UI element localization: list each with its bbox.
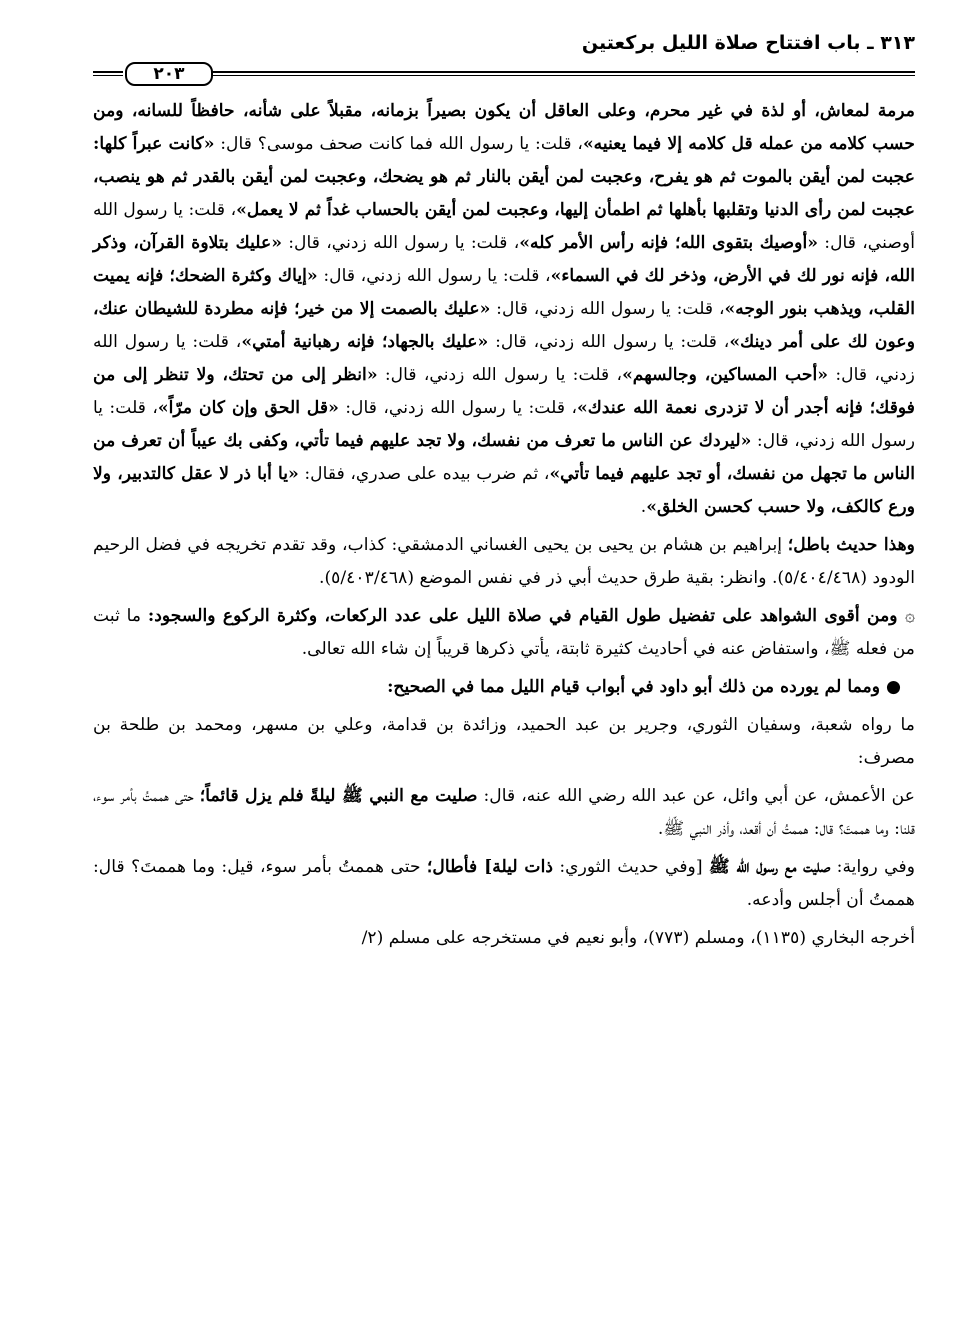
paragraph-shawahid (93, 600, 915, 666)
page-number: ٢٠٣ (125, 62, 213, 86)
paragraph-isnad (93, 780, 915, 846)
grading-lead: وهذا حديث باطل؛ (787, 535, 915, 555)
narration-text: ، قلت: يا رسول الله أوصني، قال: (93, 200, 915, 253)
hadith-text: «عليك بالجهاد؛ فإنه رهبانية أمتي» (241, 332, 489, 352)
header-rule-right (211, 71, 915, 76)
narration-text: ، قلت: يا رسول الله فما كانت صحف موسى؟ قال: (214, 134, 583, 154)
paragraph-hadith (93, 95, 915, 524)
shawahid-text: ما ثبت من فعله ﷺ، واستفاض عنه في أحاديث كثيرة ثابتة، يأتي ذكرها قريباً إن شاء الله تعالى. (93, 606, 915, 659)
shawahid-lead: ومن أقوى الشواهد على تفضيل طول القيام في صلاة الليل على عدد الركعات، وكثرة الركوع والسجود: (147, 606, 905, 626)
paragraph-narrators: ما رواه شعبة، وسفيان الثوري، وجرير بن عبد الحميد، وزائدة بن قدامة، وعلي بن مسهر، ومحمد بن طلحة بن مصرف: (93, 715, 915, 768)
narration-text: وفي رواية: (830, 857, 916, 877)
page-header (93, 28, 915, 88)
narration-text: . (640, 497, 647, 517)
header-rule (93, 62, 915, 84)
header-rule-left (93, 71, 123, 76)
hadith-text: صليت مع رسول الله ﷺ (708, 857, 831, 877)
hadith-text: «عليك بتلاوة القرآن، وذكر الله، فإنه نور لك في الأرض، وذخر لك في السماء» (93, 233, 915, 286)
hadith-text: «قل الحق وإن كان مرّاً» (157, 398, 339, 418)
hadith-text: «أحب المساكين، وجالسهم» (622, 365, 829, 385)
hadith-text: «كانت عبراً كلها: عجبت لمن أيقن بالموت ثم هو يفرح، وعجبت لمن أيقن بالنار ثم هو يضحك، وعجبت لمن أيقن بالقدر ثم هو ينصب، عجبت لمن رأى الدنيا وتقلبها بأهلها ثم اطمأن إليها، وعجبت لمن أيقن بالحساب غداً ثم لا يعمل» (93, 134, 915, 220)
page-body (93, 95, 915, 955)
narration-text: حتى هممتُ بأمر سوء، قلنا: وما هممتَ؟ قال: هممتُ أن أقعد، وأذر النبي ﷺ. (93, 786, 915, 839)
chapter-title: ٣١٣ ـ باب افتتاح صلاة الليل بركعتين (581, 32, 915, 54)
paragraph-riwaya (93, 851, 915, 917)
hadith-text: صليت مع النبي ﷺ ليلةً فلم يزل قائماً؛ (199, 786, 478, 806)
narration-text: حتى هممتُ بأمر سوء، قيل: وما هممتَ؟ قال: هممتُ أن أجلس وأدعه. (93, 857, 915, 910)
narration-text: ، قلت: يا رسول الله زدني، قال: (281, 233, 520, 253)
hadith-text: ذات ليلة] فأطال؛ (426, 857, 554, 877)
bullet-text: ومما لم يورده من ذلك أبو داود في أبواب قيام الليل مما في الصحيح: (387, 677, 886, 697)
bullet-icon: ● (886, 677, 901, 697)
hadith-text: مرمة لمعاش، أو لذة في غير محرم، وعلى العاقل أن يكون بصيراً بزمانه، مقبلاً على شأنه، حافظاً للسانه، ومن حسب كلامه من عمله قل كلامه إلا فيما يعنيه» (93, 101, 915, 154)
narration-text: ، قلت: يا رسول الله زدني، قال: (490, 299, 725, 319)
hadith-text: «أوصيك بتقوى الله؛ فإنه رأس الأمر كله» (519, 233, 819, 253)
narration-text: ، قلت: يا رسول الله زدني، قال: (93, 332, 915, 385)
hadith-text: «انظر إلى من تحتك، ولا تنظر إلى من فوقك؛ فإنه أجدر أن لا تزدرى نعمة الله عندك» (93, 365, 916, 418)
paragraph-bullet (93, 671, 915, 704)
paragraph-grading (93, 529, 915, 595)
narration-text: ، ثم ضرب بيده على صدري، فقال: (298, 464, 550, 484)
hadith-text: «إياك وكثرة الضحك؛ فإنه يميت القلب، ويذهب بنور الوجه» (93, 266, 915, 319)
hadith-text: «عليك بالصمت إلا من خير؛ فإنه مطردة للشيطان عنك، وعون لك على أمر دينك» (93, 299, 915, 352)
isnad-text: عن الأعمش، عن أبي وائل، عن عبد الله رضي الله عنه، قال: (477, 786, 915, 806)
narration-text: ، قلت: يا رسول الله زدني، قال: (377, 365, 623, 385)
grading-text: إبراهيم بن هشام بن يحيى بن يحيى الغساني الدمشقي: كذاب، وقد تقدم تخريجه في فضل الرحيم الودود (٥/٤٠٤/٤٦٨). وانظر: بقية طرق حديث أبي ذر في نفس الموضع (٥/٤٠٣/٤٦٨). (93, 535, 915, 588)
hadith-text: «يا أبا ذر لا عقل كالتدبير، ولا ورع كالكف، ولا حسب كحسن الخلق» (93, 464, 915, 517)
narration-text: [وفي حديث الثوري: (553, 857, 709, 877)
narration-text: ، قلت: يا رسول الله زدني، قال: (93, 398, 915, 451)
narration-text: ، قلت: يا رسول الله زدني، قال: (317, 266, 551, 286)
paragraph-mark-icon: ۞ (904, 606, 916, 626)
narration-text: ، قلت: يا رسول الله زدني، قال: (488, 332, 730, 352)
paragraph-takhrij: أخرجه البخاري (١١٣٥)، ومسلم (٧٧٣)، وأبو نعيم في مستخرجه على مسلم (٢/ (361, 928, 915, 948)
hadith-text: «ليردك عن الناس ما تعرف من نفسك، ولا تجد عليهم فيما تأتي، وكفى بك عيباً أن تعرف من الناس ما تجهل من نفسك، أو تجد عليهم فيما تأتي» (93, 431, 915, 484)
narration-text: ، قلت: يا رسول الله زدني، قال: (338, 398, 577, 418)
